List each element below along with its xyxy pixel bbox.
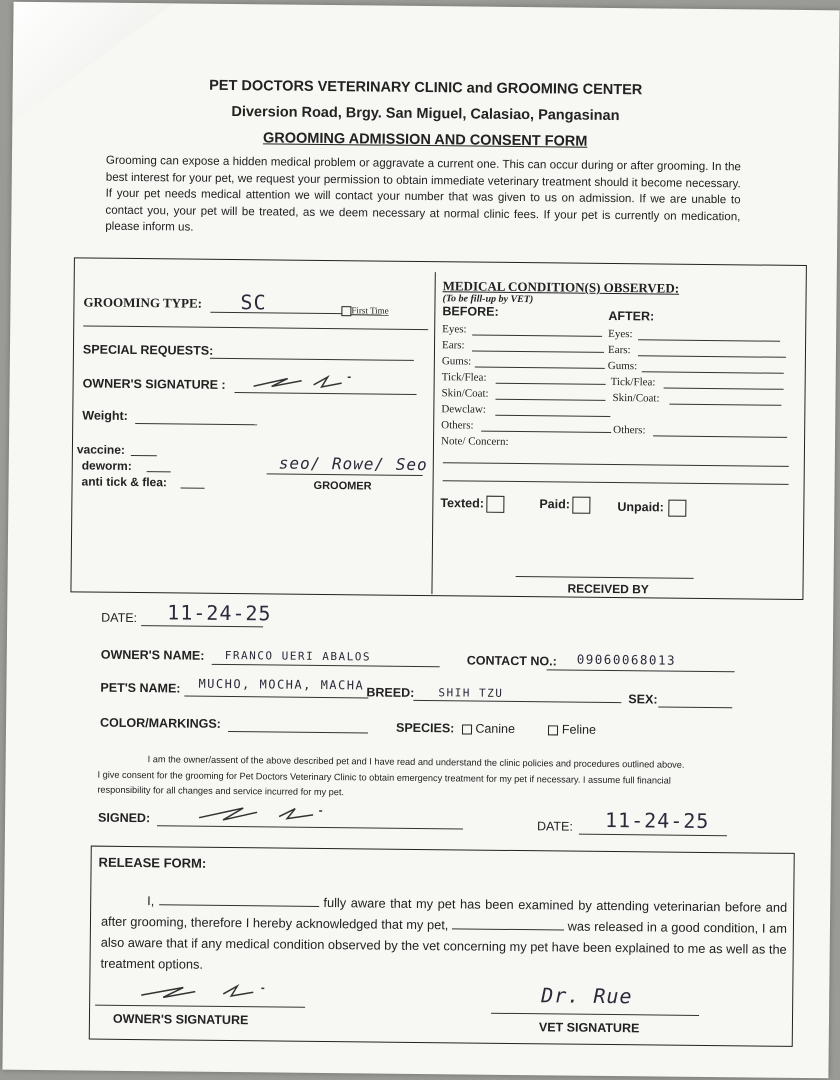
form-title: GROOMING ADMISSION AND CONSENT FORM: [262, 130, 588, 150]
contact-label: CONTACT NO.:: [466, 653, 557, 669]
release-text-b: fully aware that my pet has been examined by attending veterinarian before and after grooming, therefore I hereby acknowledged that my pet,: [100, 894, 788, 933]
after-skin-label: Skin/Coat:: [612, 391, 660, 405]
anti-tick-label: anti tick & flea:: [81, 474, 168, 490]
first-time-label: First Time: [351, 305, 389, 316]
species-label: SPECIES:: [395, 720, 455, 736]
owner-signature-label: OWNER'S SIGNATURE :: [82, 376, 226, 392]
consent-line-1: I am the owner/assent of the above described pet and I have read and understand the clinic policies and procedures outlined above.: [147, 754, 685, 770]
sex-label: SEX:: [628, 692, 658, 707]
deworm-line[interactable]: [147, 471, 171, 472]
after-others-label: Others:: [613, 424, 646, 437]
date-line[interactable]: [141, 625, 263, 627]
before-label: BEFORE:: [442, 304, 499, 319]
unpaid-label: Unpaid:: [617, 499, 664, 515]
color-label: COLOR/MARKINGS:: [99, 715, 221, 731]
weight-label: Weight:: [82, 408, 128, 423]
first-time-box[interactable]: [341, 306, 351, 316]
paid-label: Paid:: [539, 497, 571, 512]
signed-scribble: [195, 802, 335, 827]
canine-option[interactable]: [462, 721, 515, 736]
after-tick-label: Tick/Flea:: [610, 375, 656, 389]
consent-line-2: I give consent for the grooming for Pet Doctors Veterinary Clinic to obtain emergency treatment for my pet if necessary. I assume full financial: [97, 769, 671, 786]
clinic-name: PET DOCTORS VETERINARY CLINIC and GROOMING CENTER: [209, 77, 643, 99]
deworm-label: deworm:: [81, 458, 132, 473]
release-owner-name-line[interactable]: [159, 892, 319, 907]
consent-line-3: responsibility for all changes and service incurred for my pet.: [97, 784, 345, 798]
breed-line[interactable]: [413, 700, 621, 703]
breed-label: BREED:: [366, 685, 415, 700]
before-dewclaw-label: Dewclaw:: [441, 403, 487, 416]
owner-signature-scribble: [250, 370, 360, 393]
release-paragraph: [100, 890, 787, 981]
texted-field[interactable]: [440, 495, 504, 513]
unpaid-field[interactable]: [617, 499, 686, 517]
grooming-type-label: GROOMING TYPE:: [83, 294, 203, 311]
first-time-checkbox[interactable]: [341, 305, 388, 316]
pet-name-value[interactable]: MUCHO, MOCHA, MACHA: [198, 676, 365, 693]
after-gums-label: Gums:: [607, 359, 638, 373]
vet-signature-value[interactable]: Dr. Rue: [541, 983, 633, 1009]
vet-signature-label: VET SIGNATURE: [538, 1020, 640, 1036]
before-others-label: Others:: [441, 419, 474, 432]
consent-date-line[interactable]: [579, 834, 727, 837]
release-text-c: was released in a good condition, I am also aware that if any medical condition observed by the vet concerning my pet have been explained to me as well as the treatment options.: [100, 918, 788, 972]
contact-line[interactable]: [547, 669, 735, 672]
feline-option[interactable]: [548, 722, 596, 736]
owner-name-value[interactable]: FRANCO UERI ABALOS: [224, 648, 372, 664]
signed-label: SIGNED:: [98, 810, 151, 826]
pet-name-line[interactable]: [184, 696, 368, 699]
groomer-value[interactable]: seo/ Rowe/ Seo: [278, 453, 428, 475]
texted-checkbox[interactable]: [486, 496, 504, 513]
species-field: [396, 721, 596, 737]
canine-label: Canine: [475, 721, 516, 736]
received-by-label: RECEIVED BY: [567, 581, 649, 597]
before-skin-label: Skin/Coat:: [441, 387, 489, 400]
color-line[interactable]: [228, 731, 368, 733]
paid-field[interactable]: [539, 496, 590, 514]
before-eyes-label: Eyes:: [442, 323, 467, 336]
sex-line[interactable]: [658, 706, 732, 708]
canine-checkbox[interactable]: [462, 724, 472, 734]
after-ears-label: Ears:: [607, 343, 631, 357]
special-requests-label: SPECIAL REQUESTS:: [82, 342, 214, 358]
form-page: [2, 2, 839, 1079]
date-value[interactable]: 11-24-25: [167, 600, 272, 626]
pet-name-label: PET'S NAME:: [100, 680, 181, 696]
medical-subtitle: (To be fill-up by VET): [442, 293, 534, 306]
before-ears-label: Ears:: [441, 339, 465, 352]
release-owner-signature-label: OWNER'S SIGNATURE: [112, 1011, 249, 1028]
medical-title: MEDICAL CONDITION(S) OBSERVED:: [442, 278, 680, 296]
before-gums-label: Gums:: [441, 355, 472, 368]
owner-name-line[interactable]: [212, 664, 440, 667]
release-title: RELEASE FORM:: [98, 854, 207, 871]
contact-value[interactable]: 09060068013: [576, 651, 677, 668]
grooming-type-value[interactable]: SC: [240, 290, 267, 315]
consent-date-label: DATE:: [536, 819, 573, 834]
vaccine-label: vaccine:: [76, 442, 126, 457]
feline-checkbox[interactable]: [548, 725, 558, 735]
date-label: DATE:: [101, 610, 138, 626]
before-tick-label: Tick/Flea:: [441, 371, 487, 384]
after-eyes-label: Eyes:: [608, 327, 633, 341]
owner-name-label: OWNER'S NAME:: [100, 647, 205, 663]
intro-paragraph: Grooming can expose a hidden medical problem or aggravate a current one. This can occur during or after grooming. In the best interest for your pet, we request your permission to obtain immediate veterinary treatment should it become necessary. If your pet needs medical attention we will contact your number that was given to us on admission. If we are unable to contact you, your pet will be treated, as we deem necessary at normal clinic fees. If your pet is currently on medication, please inform us.: [105, 153, 741, 234]
consent-date-value[interactable]: 11-24-25: [604, 807, 710, 834]
feline-label: Feline: [561, 722, 597, 737]
clinic-address: Diversion Road, Brgy. San Miguel, Calasiao, Pangasinan: [231, 103, 620, 125]
unpaid-checkbox[interactable]: [668, 500, 686, 517]
texted-label: Texted:: [440, 495, 484, 511]
groomer-label: GROOMER: [313, 479, 372, 493]
paid-checkbox[interactable]: [572, 497, 590, 514]
after-label: AFTER:: [608, 308, 655, 324]
release-pet-name-line[interactable]: [452, 916, 564, 930]
breed-value[interactable]: SHIH TZU: [438, 686, 504, 700]
release-text-a: I,: [147, 893, 155, 909]
note-concern-label: Note/ Concern:: [440, 435, 509, 448]
release-owner-scribble: [137, 979, 277, 1004]
